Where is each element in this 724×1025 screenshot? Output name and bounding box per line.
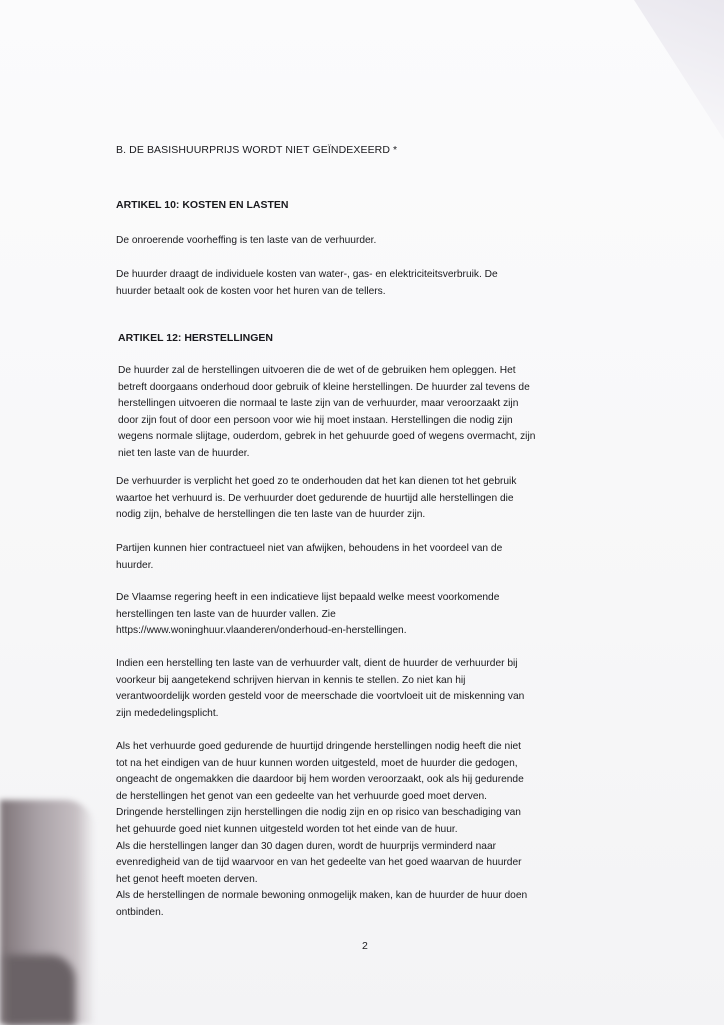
reference-link: https://www.woninghuur.vlaanderen/onderhoud-en-herstellingen. [116, 625, 407, 637]
section-heading-artikel-12: ARTIKEL 12: HERSTELLINGEN [118, 332, 273, 344]
paragraph [118, 363, 535, 463]
paragraph [116, 590, 499, 640]
text-line: De huurder zal de herstellingen uitvoeren die de wet of de gebruiken hem opleggen. Het [118, 365, 516, 376]
paragraph [116, 267, 498, 300]
text-line: ontbinden. [116, 906, 164, 918]
text-line: De huurder draagt de individuele kosten van water-, gas- en elektriciteitsverbruik. De [116, 269, 498, 280]
text-line: herstellingen ten laste van de huurder vallen. Zie [116, 608, 336, 620]
text-line: De verhuurder is verplicht het goed zo te onderhouden dat het kan dienen tot het gebruik [116, 476, 517, 487]
text-line: nodig zijn, behalve de herstellingen die ten laste van de huurder zijn. [116, 509, 426, 521]
text-line: voorkeur bij aangetekend schrijven hiervan in kennis te stellen. Zo niet kan hij [116, 674, 466, 686]
section-heading-artikel-10: ARTIKEL 10: KOSTEN EN LASTEN [116, 199, 289, 211]
text-line: het genot heeft moeten derven. [116, 873, 258, 885]
text-line: herstellingen uitvoeren die normaal te laste zijn van de verhuurder, maar veroorzaakt zijn [118, 398, 519, 410]
text-line: niet ten laste van de huurder. [118, 447, 250, 459]
text-line: betreft doorgaans onderhoud door gebruik of kleine herstellingen. De huurder zal tevens de [118, 381, 530, 393]
text-line: De Vlaamse regering heeft in een indicatieve lijst bepaald welke meest voorkomende [116, 592, 500, 603]
document-subtitle: B. DE BASISHUURPRIJS WORDT NIET GEÏNDEXEERD * [116, 144, 398, 156]
text-line: waartoe het verhuurd is. De verhuurder doet gedurende de huurtijd alle herstellingen die [116, 492, 514, 504]
text-line: Dringende herstellingen zijn herstellingen die nodig zijn en op risico van beschadiging van [116, 807, 521, 819]
paragraph [116, 656, 524, 722]
text-line: huurder. [116, 559, 154, 571]
text-line: huurder betaalt ook de kosten voor het huren van de tellers. [116, 285, 386, 297]
paragraph [116, 541, 502, 574]
paragraph [116, 474, 516, 524]
text-line: door zijn fout of door een persoon voor wie hij moet instaan. Herstellingen die nodig zijn [118, 414, 513, 426]
text-line: Indien een herstelling ten laste van de verhuurder valt, dient de huurder de verhuurder bij [116, 658, 518, 669]
page-number: 2 [362, 940, 368, 952]
text-line: De onroerende voorheffing is ten laste van de verhuurder. [116, 235, 377, 246]
text-line: Als de herstellingen de normale bewoning onmogelijk maken, kan de huurder de huur doen [116, 890, 528, 902]
text-line: Als die herstellingen langer dan 30 dagen duren, wordt de huurprijs verminderd naar [116, 840, 497, 852]
finger-shadow-dark [5, 955, 75, 1025]
text-line: ongeacht de ongemakken die daardoor bij hem worden veroorzaakt, ook als hij gedurende [116, 774, 524, 786]
paragraph [116, 739, 527, 922]
text-line: tot na het eindigen van de huur kunnen worden uitgesteld, moet de huurder die gedogen, [116, 757, 518, 769]
text-line: evenredigheid van de tijd waarvoor en van het gedeelte van het goed waarvan de huurder [116, 857, 522, 869]
paragraph [116, 233, 376, 250]
text-line: zijn mededelingsplicht. [116, 707, 219, 719]
text-line: wegens normale slijtage, ouderdom, gebrek in het gehuurde goed of wegens overmacht, zijn [118, 431, 536, 443]
text-line: de herstellingen het genot van een gedeelte van het verhuurde goed moet derven. [116, 790, 487, 802]
text-line: Partijen kunnen hier contractueel niet van afwijken, behoudens in het voordeel van de [116, 543, 503, 554]
text-line: verantwoordelijk worden gesteld voor de meerschade die voortvloeit uit de miskenning van [116, 691, 525, 703]
text-line: het gehuurde goed niet kunnen uitgesteld worden tot het einde van de huur. [116, 823, 458, 835]
text-line: Als het verhuurde goed gedurende de huurtijd dringende herstellingen nodig heeft die niet [116, 741, 521, 752]
